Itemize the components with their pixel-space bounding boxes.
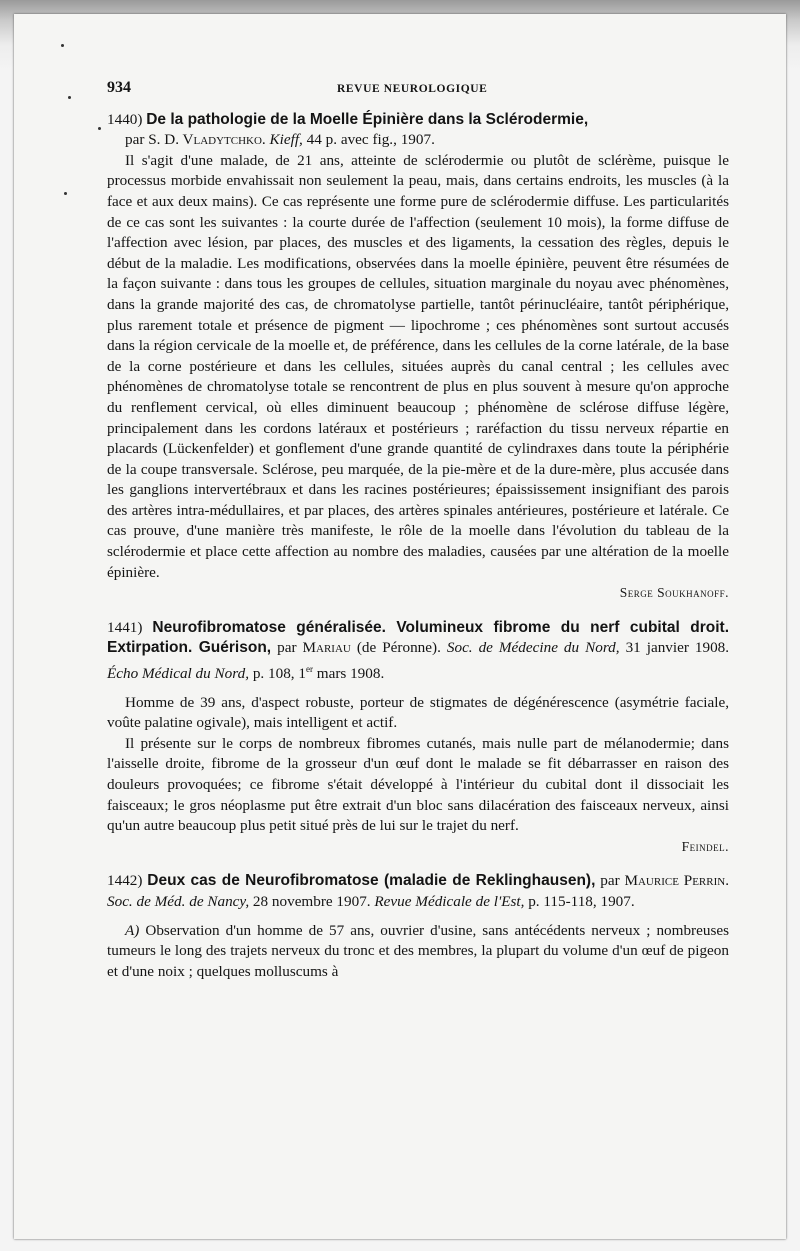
entry-1440-body: Il s'agit d'une malade, de 21 ans, atteinte de sclérodermie ou plutôt de sclérème, puisque le processus morbide envahissait non seulement la peau, mais, dans certains endroits, les muscles (à la face et aux deux mains). Ce cas représente une forme pure de sclérodermie diffuse. Les particularités de ce cas sont les suivantes : la courte durée de l'affection (seulement 10 mois), la forme diffuse de l'affection avec lésion, par places, des muscles et des ligaments, la cessation des règles, depuis le début de la maladie. Les modifications, observées dans la moelle épinière, peuvent être résumées de la façon suivante : dans tous les groupes de cellules, situation marginale du noyau avec phénomènes, dans la grande majorité des cas, de chromatolyse partielle, tantôt périnucléaire, tantôt périphérique, plus rarement totale et présence de pigment — lipochrome ; ces phénomènes sont surtout accusés dans la région cervicale de la moelle et, de préférence, dans les cellules de la corne latérale, de la base de la corne postérieure et dans les cellules, situées auprès du canal central ; les cellules avec phénomènes de chromatolyse totale se rencontrent de plus en plus souvent à mesure qu'on approche du renflement cervical, où elles diminuent beaucoup ; phénomène de sclérose diffuse légère, principalement dans les cordons latéraux et postérieurs ; raréfaction du tissu nerveux répartie en placards (Lückenfelder) et gonflement d'une grande quantité de cylindraxes dans toute la périphérie de la coupe transversale. Sclérose, peu marquée, de la pie-mère et de la dure-mère, plus accusée dans les ganglions intervertébraux et dans les racines postérieures; épaississement insignifiant des parois des artères intra-médullaires, et par places, des artères spinales antérieures, postérieure et latérale. Ce cas prouve, d'une manière très manifeste, le rôle de la moelle dans l'évolution du tableau de la sclérodermie et place cette affection au nombre des maladies, causées par une altération de la moelle épinière. xyxy=(107,151,729,581)
superscript: er xyxy=(305,664,313,675)
entry-number: 1442) xyxy=(107,872,143,890)
spacer xyxy=(107,913,729,921)
source-date: 28 novembre 1907. xyxy=(252,893,371,911)
signature: Feindel. xyxy=(681,838,729,854)
page-text xyxy=(107,78,729,982)
source: Écho Médical du Nord, xyxy=(107,665,250,683)
speck xyxy=(68,96,71,99)
author: Mariau xyxy=(302,639,351,657)
entry-title: De la pathologie de la Moelle Épinière dans la Sclérodermie, xyxy=(146,110,589,128)
entry-1442-para-1 xyxy=(107,921,729,983)
page-header xyxy=(107,78,729,100)
citation xyxy=(107,130,729,151)
source-date: 31 janvier 1908. xyxy=(625,639,730,657)
entry-1442-heading xyxy=(107,871,729,912)
source: Kieff, xyxy=(269,131,303,149)
spacer xyxy=(107,604,729,618)
source-details: 44 p. avec fig., 1907. xyxy=(306,131,435,149)
entry-1441-heading xyxy=(107,618,729,685)
signature: Serge Soukhanoff. xyxy=(619,585,729,601)
entry-number: 1441) xyxy=(107,618,143,636)
entry-1441-para-1: Homme de 39 ans, d'aspect robuste, porteur de stigmates de dégénérescence (asymétrie faciale, voûte palatine ogivale), mais intelligent et actif. xyxy=(107,693,729,732)
para-label: A) xyxy=(125,921,140,939)
citation-by: par xyxy=(277,639,297,657)
entry-title: Neurofibromatose généralisée. Volumineux fibrome du nerf cubital droit. Extirpation. Guérison, xyxy=(107,618,729,657)
running-head: REVUE NEUROLOGIQUE xyxy=(337,83,488,95)
author-place: (de Péronne). xyxy=(356,639,441,657)
source: Soc. de Médecine du Nord, xyxy=(446,639,620,657)
author: S. D. Vladytchko. xyxy=(148,131,266,149)
source-date: mars 1908. xyxy=(312,665,385,683)
speck xyxy=(61,44,64,47)
page-number: 934 xyxy=(107,79,131,96)
source: Revue Médicale de l'Est, xyxy=(374,893,525,911)
source: Soc. de Méd. de Nancy, xyxy=(107,893,250,911)
entry-1440-heading xyxy=(107,110,729,151)
source-pages: p. 115-118, 1907. xyxy=(528,893,635,911)
author: Maurice Perrin. xyxy=(624,872,730,890)
citation-by: par xyxy=(600,872,620,890)
entry-title: Deux cas de Neurofibromatose (maladie de Reklinghausen), xyxy=(147,872,596,890)
para-text: Observation d'un homme de 57 ans, ouvrier d'usine, sans antécédents nerveux ; nombreuses tumeurs le long des trajets nerveux du tronc et des membres, la plupart du volume d'un œuf de pigeon et d'une noix ; quelques molluscums à xyxy=(107,921,730,980)
spacer xyxy=(107,685,729,693)
spacer xyxy=(107,857,729,871)
speck xyxy=(98,127,101,130)
entry-number: 1440) xyxy=(107,110,143,128)
entry-1441-para-2: Il présente sur le corps de nombreux fibromes cutanés, mais nulle part de mélanodermie; dans l'aisselle droite, fibrome de la grosseur d'un œuf dont le malade se fit débarrasser en raison des douleurs provoquées; ce fibrome s'était développé à l'intérieur du cubital dont il dissociait les faisceaux; le gros néoplasme put être extrait d'un bloc sans dilacération des faisceaux nerveux, ainsi qu'un autre beaucoup plus petit situé près de lui sur le trajet du nerf. xyxy=(107,734,729,835)
source-pages: p. 108, 1 xyxy=(252,665,306,683)
speck xyxy=(64,192,67,195)
citation-by: par xyxy=(125,131,145,149)
